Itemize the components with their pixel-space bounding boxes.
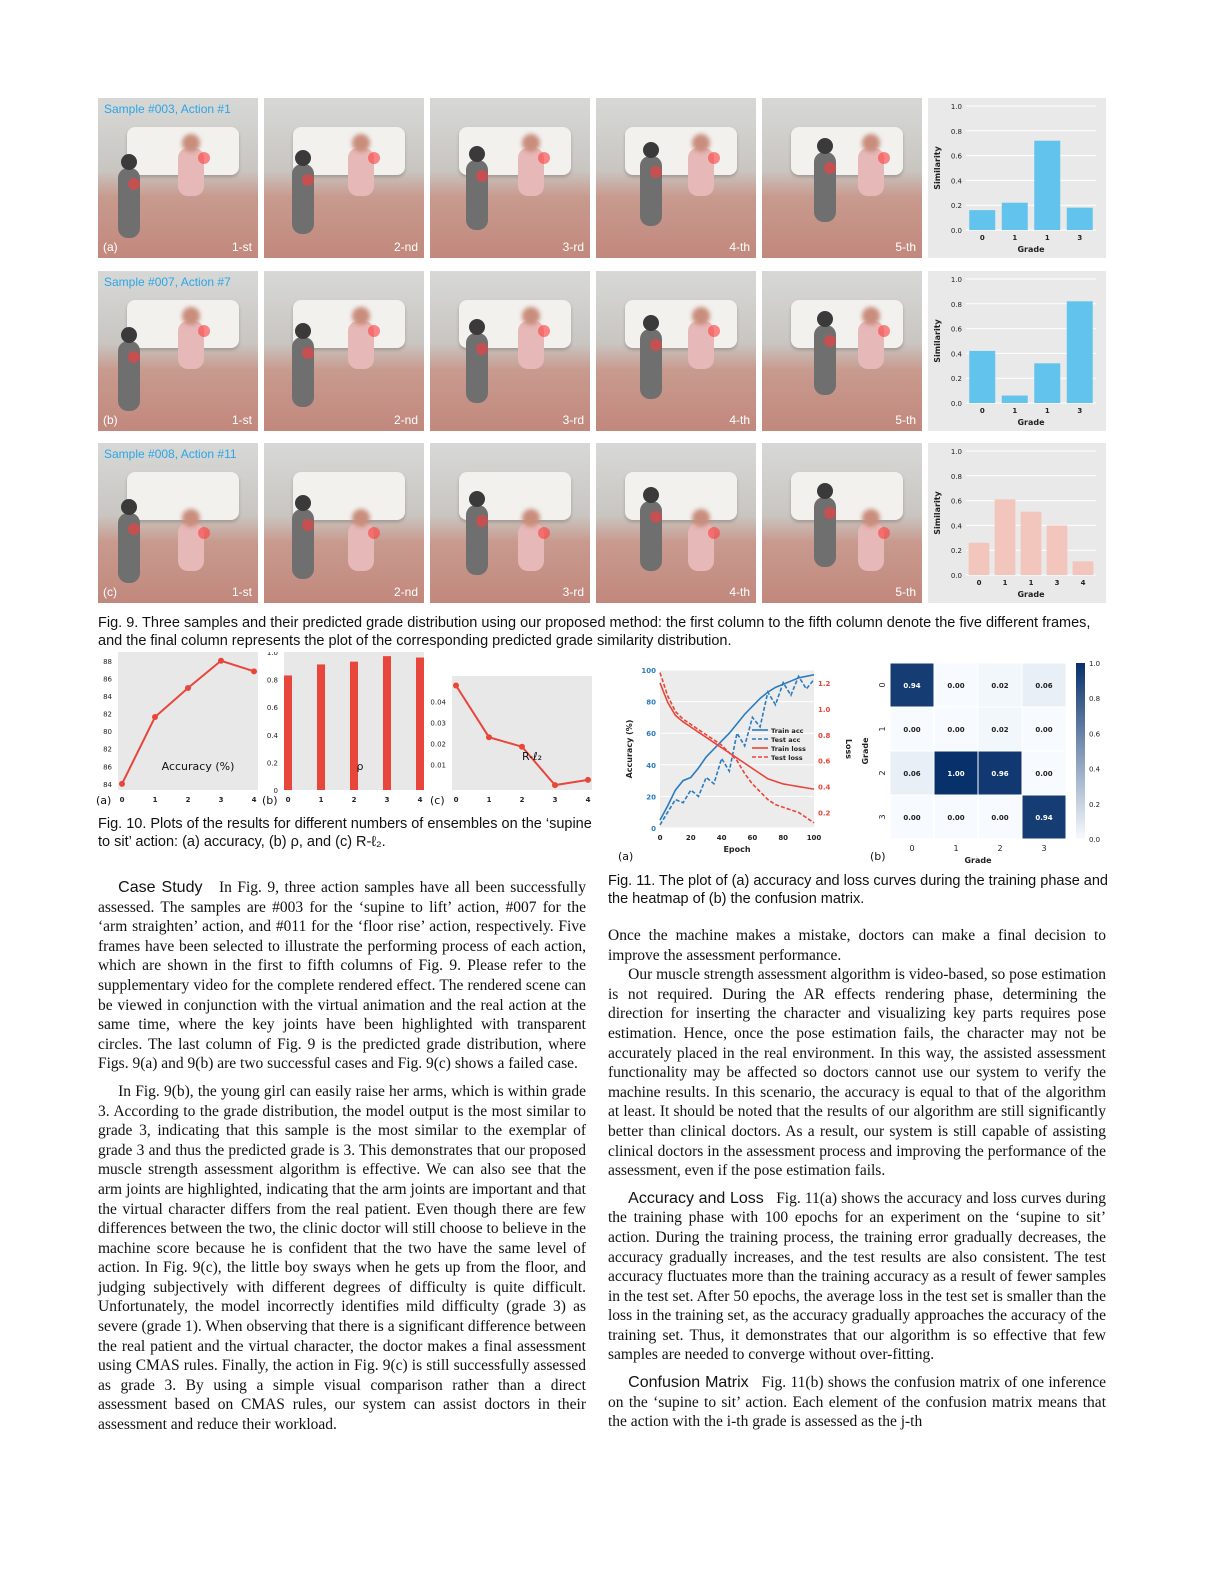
y-right-tick-label: 0.2	[818, 809, 831, 818]
x-tick-label: 0	[976, 579, 982, 587]
panel-label: (a)	[618, 850, 634, 863]
frame-ordinal-label: 3-rd	[562, 240, 584, 254]
sofa-shape	[791, 300, 903, 348]
y-tick-label: 0.6	[266, 704, 278, 713]
y-tick-label: 0.01	[430, 761, 446, 770]
panel-label: (c)	[430, 794, 445, 807]
y-tick-label: 1.0	[266, 652, 278, 657]
data-point	[519, 744, 525, 750]
y-tick-label: 88	[103, 657, 112, 666]
heatmap-cell-label: 1.00	[947, 770, 965, 778]
x-tick-label: 0	[119, 796, 125, 804]
y-left-tick-label: 0	[651, 825, 656, 833]
similarity-bar-chart	[928, 98, 1106, 258]
similarity-bar	[969, 351, 995, 403]
colorbar	[1076, 663, 1085, 839]
heatmap-cell-label: 0.94	[1035, 814, 1053, 822]
heatmap-cell-label: 0.02	[991, 726, 1009, 734]
x-tick-label: 3	[218, 796, 224, 804]
y-right-tick-label: 0.6	[818, 757, 831, 766]
similarity-chart-svg	[928, 271, 1106, 431]
y-tick-label: 0	[878, 682, 887, 688]
highlight-joint-circle	[878, 527, 890, 539]
y-axis-label: Similarity	[933, 146, 942, 190]
x-tick-label: 4	[417, 796, 423, 804]
sofa-shape	[791, 127, 903, 175]
colorbar-tick-label: 0.0	[1089, 836, 1101, 844]
highlight-joint-circle	[368, 325, 380, 337]
legend-label: Test loss	[771, 754, 803, 762]
frame-ordinal-label: 3-rd	[562, 413, 584, 427]
case-study-paragraph	[98, 878, 586, 1074]
x-tick-label: 1	[486, 796, 492, 804]
highlight-joint-circle	[302, 174, 314, 186]
data-point	[218, 658, 224, 664]
data-point	[486, 734, 492, 740]
highlight-joint-circle	[878, 152, 890, 164]
room-background	[264, 98, 424, 258]
confusion-matrix-heading: Confusion Matrix	[628, 1374, 749, 1392]
frame-ordinal-label: 2-nd	[393, 585, 418, 599]
y-tick-label: 0.04	[430, 698, 446, 707]
confusion-matrix-paragraph	[608, 1373, 1106, 1432]
data-bar	[317, 664, 325, 790]
y-left-tick-label: 100	[641, 667, 656, 675]
y-right-tick-label: 1.2	[818, 679, 831, 688]
x-tick-label: 0	[453, 796, 459, 804]
heatmap-cell-label: 0.00	[903, 726, 921, 734]
panel-label: (b)	[870, 850, 886, 863]
figure-9-frame-photo	[762, 98, 922, 258]
colorbar-tick-label: 0.4	[1089, 765, 1101, 774]
highlight-joint-circle	[476, 170, 488, 182]
highlight-joint-circle	[302, 519, 314, 531]
figure-9-frame-photo	[430, 98, 590, 258]
panel-label: (c)	[103, 585, 117, 599]
data-point	[453, 683, 459, 689]
right-paragraph-1: Once the machine makes a mistake, doctors can make a final decision to improve the assessment performance.	[608, 927, 1106, 964]
highlight-joint-circle	[708, 527, 720, 539]
similarity-bar-chart	[928, 271, 1106, 431]
figure-10-panel	[430, 676, 592, 807]
y-axis-label: Similarity	[933, 319, 942, 363]
similarity-bar	[969, 543, 990, 575]
y-tick-label: 0.2	[950, 547, 962, 556]
panel-label: (a)	[103, 240, 118, 254]
highlight-joint-circle	[650, 511, 662, 523]
confusion-matrix-heatmap	[861, 660, 1101, 865]
highlight-joint-circle	[824, 162, 836, 174]
y-tick-label: 0.6	[950, 152, 962, 161]
y-tick-label: 0.2	[266, 759, 278, 768]
y-right-tick-label: 0.4	[818, 783, 831, 792]
x-tick-label: 0	[909, 844, 915, 853]
figure-9-frame-photo	[98, 98, 258, 258]
confusion-matrix-body: Fig. 11(b) shows the confusion matrix of one inference on the ‘supine to sit’ action. Each element of the confusion matrix means that the action with the i-th grade is assessed as the j-th	[608, 1374, 1107, 1431]
similarity-bar	[995, 499, 1016, 575]
y-axis-label: Similarity	[933, 491, 942, 535]
accuracy-loss-heading: Accuracy and Loss	[628, 1189, 764, 1207]
frame-ordinal-label: 3-rd	[562, 585, 584, 599]
y-right-tick-label: 0.8	[818, 731, 831, 740]
y-tick-label: 1	[878, 726, 887, 732]
highlight-joint-circle	[302, 347, 314, 359]
y-tick-label: 0.8	[266, 676, 278, 685]
figure-9-frame-photo	[264, 98, 424, 258]
y-tick-label: 0.4	[950, 522, 962, 531]
x-tick-label: 3	[552, 796, 558, 804]
highlight-joint-circle	[198, 325, 210, 337]
room-background	[430, 98, 590, 258]
figure-10	[96, 652, 596, 810]
figure-9-frame-photo	[762, 443, 922, 603]
right-column	[608, 926, 1106, 1432]
x-tick-label: 0	[657, 834, 663, 842]
y-left-tick-label: 20	[646, 793, 656, 802]
highlight-joint-circle	[650, 339, 662, 351]
room-background	[264, 271, 424, 431]
x-tick-label: 3	[384, 796, 390, 804]
y-tick-label: 0.4	[266, 731, 278, 740]
x-tick-label: 20	[685, 834, 696, 842]
x-tick-label: 0	[979, 407, 985, 415]
highlight-joint-circle	[198, 527, 210, 539]
similarity-bar	[1002, 396, 1028, 403]
similarity-bar	[1034, 141, 1060, 230]
data-bar	[383, 656, 391, 790]
frame-ordinal-label: 1-st	[231, 413, 252, 427]
y-tick-label: 84	[103, 780, 112, 789]
room-background	[762, 271, 922, 431]
figure-10-caption: Fig. 10. Plots of the results for different numbers of ensembles on the ‘supine to sit’ action: (a) accuracy, (b) ρ, and (c) R-ℓ₂.	[98, 816, 592, 850]
left-column	[98, 878, 586, 1435]
data-bar	[416, 658, 424, 790]
similarity-bar	[969, 210, 995, 230]
y-right-tick-label: 1.0	[818, 705, 831, 714]
room-background	[762, 443, 922, 603]
x-tick-label: 1	[1012, 234, 1018, 242]
highlight-joint-circle	[128, 178, 140, 190]
similarity-bar	[1034, 363, 1060, 403]
data-point	[251, 668, 257, 674]
highlight-joint-circle	[538, 527, 550, 539]
heatmap-cell-label: 0.06	[1035, 682, 1053, 690]
figure-11-caption: Fig. 11. The plot of (a) accuracy and loss curves during the training phase and the heatmap of (b) the confusion matrix.	[608, 873, 1108, 907]
y-tick-label: 0.0	[950, 400, 962, 408]
y-axis-label: Grade	[861, 737, 870, 765]
similarity-bar-chart	[928, 443, 1106, 603]
heatmap-cell-label: 0.02	[991, 682, 1009, 690]
data-point	[552, 782, 558, 788]
figure-9-frame-photo	[98, 271, 258, 431]
heatmap-cell-label: 0.00	[991, 814, 1009, 822]
y-tick-label: 0.0	[950, 227, 962, 235]
x-tick-label: 1	[318, 796, 324, 804]
x-tick-label: 3	[1041, 844, 1047, 853]
figure-11-charts	[612, 660, 1112, 865]
case-study-heading: Case Study	[118, 879, 203, 896]
figure-9-frame-photo	[430, 271, 590, 431]
heatmap-cell-label: 0.00	[947, 726, 965, 734]
figure-10-panel	[96, 652, 258, 807]
figure-9-frame-photo	[596, 271, 756, 431]
room-background	[430, 271, 590, 431]
figure-9-frame-photo	[430, 443, 590, 603]
x-tick-label: 3	[1054, 579, 1060, 587]
similarity-chart-svg	[928, 98, 1106, 258]
x-axis-label: Epoch	[723, 845, 751, 854]
y-left-axis-label: Accuracy (%)	[625, 719, 634, 779]
x-tick-label: 1	[1002, 579, 1008, 587]
highlight-joint-circle	[708, 152, 720, 164]
colorbar-tick-label: 0.2	[1089, 800, 1101, 809]
sample-label: Sample #008, Action #11	[104, 447, 237, 461]
heatmap-cell-label: 0.00	[947, 682, 965, 690]
figure-9-frame-photo	[762, 271, 922, 431]
x-tick-label: 100	[806, 834, 822, 842]
x-tick-label: 4	[585, 796, 591, 804]
x-tick-label: 1	[1044, 234, 1050, 242]
highlight-joint-circle	[476, 343, 488, 355]
x-tick-label: 1	[953, 844, 959, 853]
panel-annotation: R-ℓ₂	[521, 750, 543, 763]
highlight-joint-circle	[368, 527, 380, 539]
y-tick-label: 1.0	[950, 276, 962, 284]
data-point	[119, 781, 125, 787]
x-tick-label: 1	[1044, 407, 1050, 415]
heatmap-cell-label: 0.00	[1035, 770, 1053, 778]
data-point	[185, 685, 191, 691]
data-bar	[284, 675, 292, 790]
y-tick-label: 86	[103, 763, 112, 772]
y-tick-label: 0.03	[430, 719, 446, 728]
highlight-joint-circle	[824, 335, 836, 347]
room-background	[430, 443, 590, 603]
case-study-body: In Fig. 9, three action samples have all been successfully assessed. The samples are #003 for the ‘supine to lift’ action, #007 for the ‘arm straighten’ action, and #011 for the ‘floor rise’ action, respectively. Five frames have been selected to illustrate the performing process of each action, which are shown in the first to fifth columns of Fig. 9. Please refer to the supplementary video for the complete rendered effect. The rendered scene can be viewed in conjunction with the virtual animation and the real action at the same time, where the key joints have been highlighted with transparent circles. The last column of Fig. 9 is the predicted grade distribution, where Figs. 9(a) and 9(b) are two successful cases and Fig. 9(c) shows a failed case.	[98, 879, 586, 1073]
accuracy-loss-chart	[618, 667, 853, 863]
similarity-bar	[1067, 301, 1093, 403]
highlight-joint-circle	[538, 325, 550, 337]
x-tick-label: 1	[1028, 579, 1034, 587]
data-point	[152, 714, 158, 720]
y-tick-label: 0.8	[950, 127, 962, 136]
frame-ordinal-label: 4-th	[729, 240, 750, 254]
x-tick-label: 4	[251, 796, 257, 804]
x-axis-label: Grade	[1017, 245, 1045, 254]
y-tick-label: 1.0	[950, 103, 962, 111]
y-tick-label: 1.0	[950, 448, 962, 456]
legend-label: Train loss	[771, 745, 806, 753]
x-tick-label: 2	[185, 796, 191, 804]
x-tick-label: 3	[1077, 407, 1083, 415]
colorbar-tick-label: 0.8	[1089, 695, 1101, 704]
similarity-bar	[1073, 561, 1094, 575]
figure-9-frame-photo	[264, 271, 424, 431]
highlight-joint-circle	[128, 351, 140, 363]
y-tick-label: 0.2	[950, 202, 962, 211]
x-axis-label: Grade	[1017, 418, 1045, 427]
accuracy-loss-body: Fig. 11(a) shows the accuracy and loss curves during the training phase with 100 epochs for an experiment on the ‘supine to sit’ action. During the training process, the training error gradually decreases, the accuracy gradually increases, and the test results are also consistent. The test accuracy fluctuates more than the training accuracy as a result of fewer samples in the test set. After 50 epochs, the average loss in the test set is smaller than the loss in the training set, as the accuracy gradually approaches the accuracy of the training set. Thus, it demonstrates that our algorithm is so effective that few samples are needed to converge without over-fitting.	[608, 1189, 1107, 1364]
data-point	[585, 777, 591, 783]
similarity-bar	[1002, 203, 1028, 230]
y-tick-label: 0.8	[950, 300, 962, 309]
heatmap-cell-label: 0.06	[903, 770, 921, 778]
highlight-joint-circle	[824, 507, 836, 519]
y-tick-label: 82	[103, 745, 112, 754]
frame-ordinal-label: 5-th	[895, 240, 916, 254]
colorbar-tick-label: 0.6	[1089, 730, 1101, 739]
highlight-joint-circle	[650, 166, 662, 178]
panel-annotation: ρ	[356, 760, 364, 773]
y-tick-label: 0.0	[950, 572, 962, 580]
y-tick-label: 86	[103, 675, 112, 684]
room-background	[264, 443, 424, 603]
room-background	[596, 443, 756, 603]
y-right-axis-label: Loss	[844, 738, 853, 760]
y-tick-label: 0.6	[950, 497, 962, 506]
accuracy-loss-paragraph	[608, 1189, 1106, 1365]
similarity-bar	[1067, 208, 1093, 230]
y-tick-label: 0.8	[950, 472, 962, 481]
legend-label: Train acc	[771, 727, 804, 735]
frame-ordinal-label: 5-th	[895, 585, 916, 599]
x-axis-label: Grade	[964, 856, 992, 865]
frame-ordinal-label: 2-nd	[393, 240, 418, 254]
highlight-joint-circle	[476, 515, 488, 527]
x-tick-label: 1	[1012, 407, 1018, 415]
x-tick-label: 1	[152, 796, 158, 804]
figure-10-panel	[262, 652, 424, 807]
x-tick-label: 3	[1077, 234, 1083, 242]
frame-ordinal-label: 5-th	[895, 413, 916, 427]
similarity-bar	[1047, 525, 1068, 575]
panel-annotation: Accuracy (%)	[161, 760, 235, 773]
y-left-tick-label: 40	[646, 761, 656, 770]
y-tick-label: 80	[103, 728, 112, 737]
y-left-tick-label: 80	[646, 698, 656, 707]
room-background	[596, 271, 756, 431]
highlight-joint-circle	[538, 152, 550, 164]
x-tick-label: 80	[778, 834, 789, 842]
sofa-shape	[791, 472, 903, 520]
room-background	[762, 98, 922, 258]
figure-10-charts	[96, 652, 596, 810]
figure-9-caption: Fig. 9. Three samples and their predicted grade distribution using our proposed method: the first column to the fifth column denote the five different frames, and the final column represents the plot of the corresponding predicted grade similarity distribution.	[98, 615, 1091, 649]
x-tick-label: 2	[997, 844, 1003, 853]
right-paragraph-2: Our muscle strength assessment algorithm is video-based, so pose estimation is not required. During the AR effects rendering phase, determining the direction for inserting the character and visualizing key parts requires pose estimation. Hence, once the pose estimation fails, the character may not be accurately placed in the real environment. In this way, the assisted assessment functionality may be affected so doctors cannot use our system to verify the machine results. In this scenario, the accuracy is equal to that of the algorithm at least. It should be noted that the results of our algorithm are still significantly better than clinical doctors. As a result, our system is still capable of assisting clinical doctors in the assessment process and improving the performance of the assessment, even if the pose estimation fails.	[608, 966, 1106, 1180]
similarity-chart-svg	[928, 443, 1106, 603]
plot-background	[452, 676, 592, 790]
sample-label: Sample #003, Action #1	[104, 102, 231, 116]
heatmap-cell-label: 0.94	[903, 682, 921, 690]
heatmap-cell-label: 0.00	[947, 814, 965, 822]
x-tick-label: 2	[351, 796, 357, 804]
y-tick-label: 82	[103, 710, 112, 719]
heatmap-cell-label: 0.00	[903, 814, 921, 822]
heatmap-cell-label: 0.96	[991, 770, 1009, 778]
panel-label: (a)	[96, 794, 112, 807]
highlight-joint-circle	[878, 325, 890, 337]
y-tick-label: 84	[103, 692, 112, 701]
x-tick-label: 4	[1080, 579, 1086, 587]
figure-9-frame-photo	[98, 443, 258, 603]
y-tick-label: 0.4	[950, 177, 962, 186]
highlight-joint-circle	[708, 325, 720, 337]
figure-11	[612, 660, 1112, 865]
panel-label: (b)	[103, 413, 118, 427]
x-tick-label: 0	[979, 234, 985, 242]
figure-9-frame-photo	[596, 443, 756, 603]
frame-ordinal-label: 2-nd	[393, 413, 418, 427]
highlight-joint-circle	[368, 152, 380, 164]
x-tick-label: 40	[716, 834, 727, 842]
y-tick-label: 0	[273, 787, 278, 795]
colorbar-tick-label: 1.0	[1089, 660, 1101, 668]
frame-ordinal-label: 1-st	[231, 585, 252, 599]
highlight-joint-circle	[198, 152, 210, 164]
sample-label: Sample #007, Action #7	[104, 275, 231, 289]
figure-9-frame-photo	[596, 98, 756, 258]
y-tick-label: 0.6	[950, 325, 962, 334]
similarity-bar	[1021, 512, 1042, 575]
y-tick-label: 3	[878, 814, 887, 820]
frame-ordinal-label: 4-th	[729, 585, 750, 599]
x-tick-label: 60	[747, 834, 758, 842]
case-study-paragraph-2: In Fig. 9(b), the young girl can easily raise her arms, which is within grade 3. According to the grade distribution, the model output is the most similar to grade 3, indicating that this sample is the most similar to the exemplar of grade 3 and thus the predicted grade is 3. This demonstrates that our proposed muscle strength assessment algorithm is effective. We can also see that the arm joints are highlighted, indicating that the arm joints are important and that the virtual character differs from the real patient. Even though there are few differences between the two, the clinic doctor will still choose to believe in the machine score because he is confident that the two have the same level of action. In Fig. 9(c), the little boy sways when he gets up from the floor, and judging subjectively with different degrees of difficulty is quite difficult. Unfortunately, the model incorrectly identifies mild difficulty (grade 3) as severe (grade 1). When observing that there is a significant difference between the real patient and the virtual character, the doctor makes a final assessment using CMAS rules. Finally, the action in Fig. 9(c) is still successfully assessed as grade 3. By using a simple visual comparison rather than a direct assessment based on CMAS rules, our system can assist doctors in their assessment and reduce their workload.	[98, 1082, 586, 1434]
figure-9-frame-photo	[264, 443, 424, 603]
panel-label: (b)	[262, 794, 278, 807]
frame-ordinal-label: 1-st	[231, 240, 252, 254]
legend-label: Test acc	[771, 736, 801, 744]
highlight-joint-circle	[128, 523, 140, 535]
x-tick-label: 2	[519, 796, 525, 804]
x-axis-label: Grade	[1017, 590, 1045, 599]
y-tick-label: 2	[878, 770, 887, 776]
x-tick-label: 0	[285, 796, 291, 804]
heatmap-cell-label: 0.00	[1035, 726, 1053, 734]
y-tick-label: 0.2	[950, 375, 962, 384]
y-tick-label: 0.4	[950, 350, 962, 359]
y-tick-label: 0.02	[430, 740, 446, 749]
room-background	[596, 98, 756, 258]
y-left-tick-label: 60	[646, 730, 656, 739]
frame-ordinal-label: 4-th	[729, 413, 750, 427]
